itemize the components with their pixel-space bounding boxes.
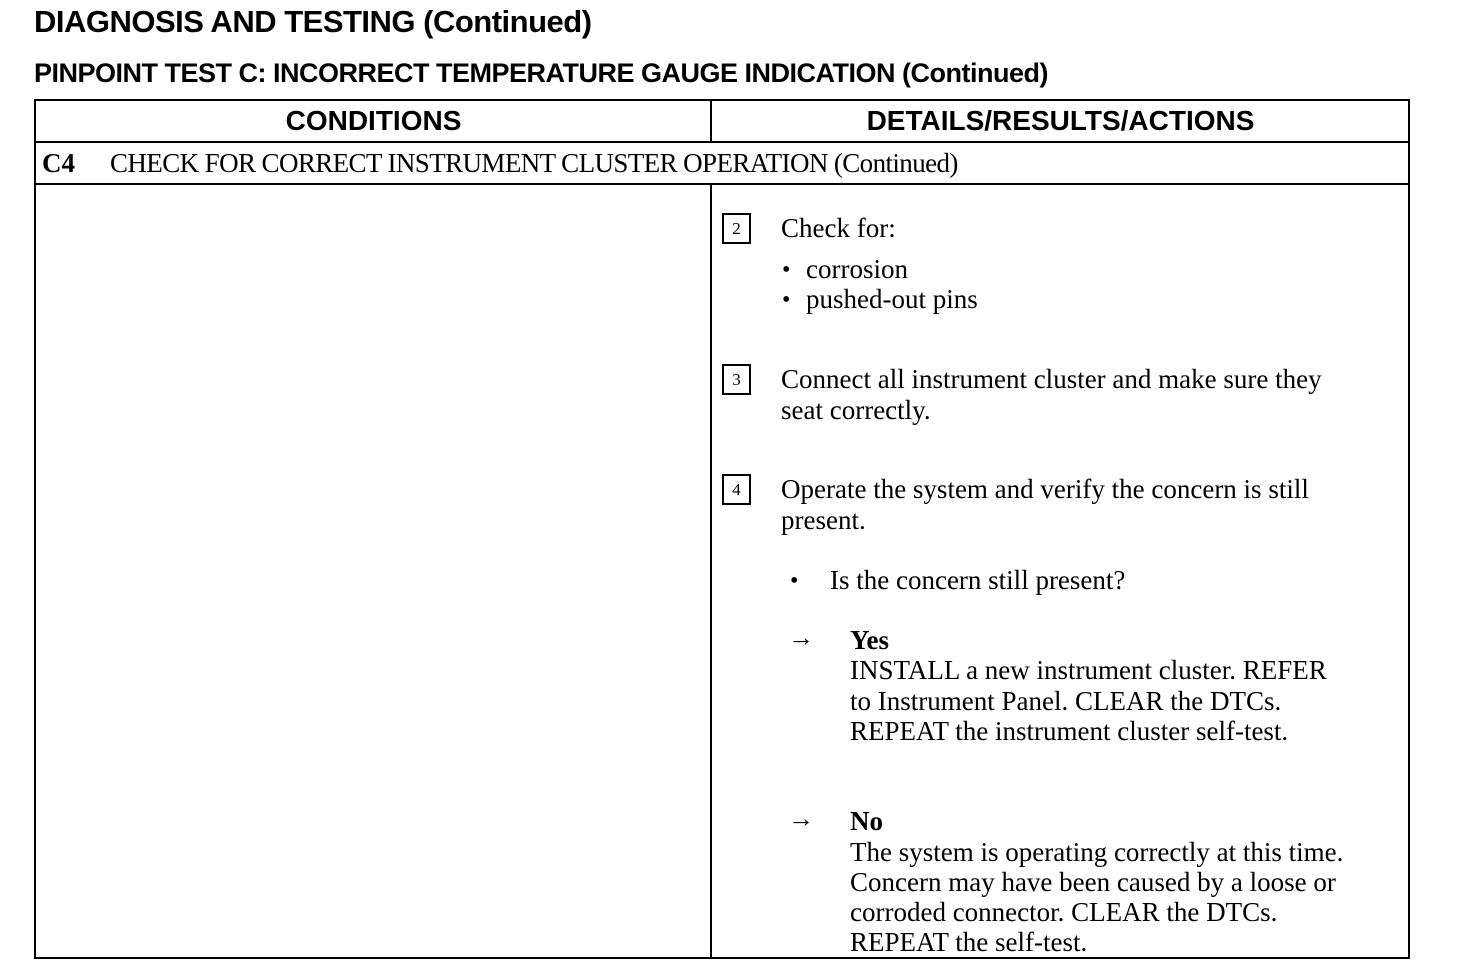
action-text: seat correctly.: [781, 395, 931, 425]
pinpoint-test-table: [34, 99, 1410, 959]
result-text: REPEAT the self-test.: [850, 927, 1088, 957]
list-item: pushed-out pins: [806, 284, 978, 314]
bullet-icon: •: [782, 287, 791, 313]
question-text: Is the concern still present?: [830, 565, 1126, 595]
bullet-icon: •: [790, 568, 799, 594]
result-text: INSTALL a new instrument cluster. REFER: [850, 655, 1327, 685]
list-item: corrosion: [806, 254, 908, 284]
step-title: CHECK FOR CORRECT INSTRUMENT CLUSTER OPERATION (Continued): [110, 148, 958, 178]
action-text: Check for:: [781, 213, 896, 243]
action-text: Operate the system and verify the concern is still: [781, 474, 1309, 504]
column-divider: [710, 101, 712, 143]
step-number-box: 4: [722, 474, 751, 505]
column-header-conditions: CONDITIONS: [285, 105, 462, 136]
action-text: Connect all instrument cluster and make sure they: [781, 364, 1322, 394]
column-header-details: DETAILS/RESULTS/ACTIONS: [866, 105, 1255, 136]
step-number-box: 2: [722, 213, 751, 244]
step-id: C4: [42, 148, 75, 178]
bullet-icon: •: [782, 257, 791, 283]
page-title: DIAGNOSIS AND TESTING (Continued): [34, 4, 592, 39]
result-answer-no: No: [850, 806, 883, 836]
column-divider-body: [710, 185, 712, 957]
arrow-right-icon: →: [788, 623, 814, 652]
table-header-row: [36, 101, 1408, 143]
pinpoint-test-title: PINPOINT TEST C: INCORRECT TEMPERATURE GAUGE INDICATION (Continued): [34, 58, 1048, 88]
result-text: corroded connector. CLEAR the DTCs.: [850, 897, 1278, 927]
result-text: The system is operating correctly at this time.: [850, 837, 1344, 867]
step-number-box: 3: [722, 364, 751, 395]
step-row: [36, 143, 1408, 185]
result-text: Concern may have been caused by a loose or: [850, 867, 1336, 897]
result-answer-yes: Yes: [850, 625, 889, 655]
arrow-right-icon: →: [788, 804, 814, 833]
result-text: REPEAT the instrument cluster self-test.: [850, 716, 1289, 746]
result-text: to Instrument Panel. CLEAR the DTCs.: [850, 686, 1282, 716]
action-text: present.: [781, 505, 866, 535]
